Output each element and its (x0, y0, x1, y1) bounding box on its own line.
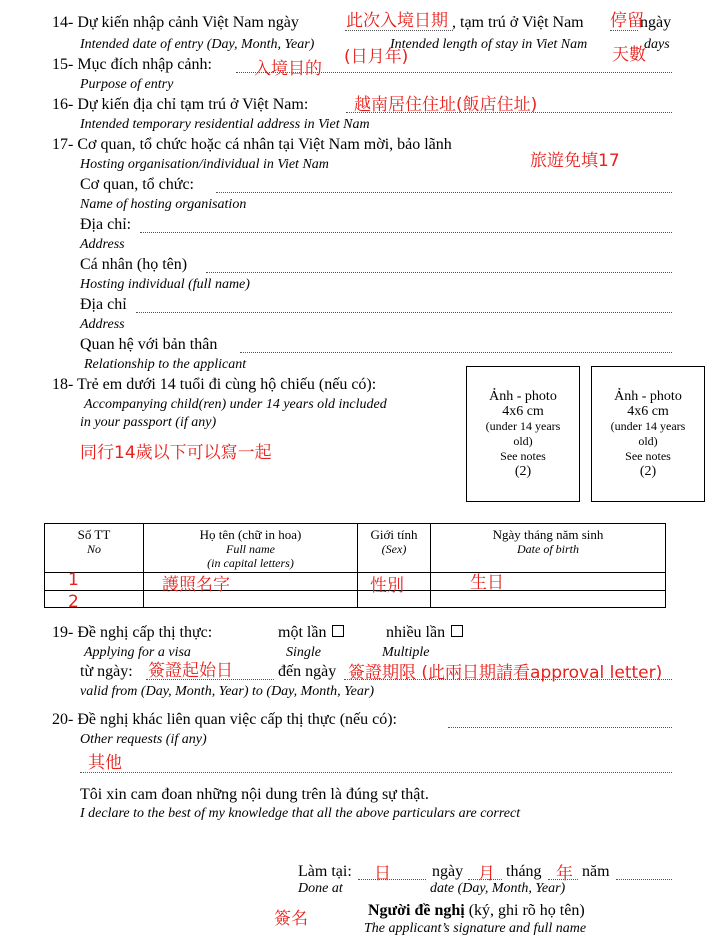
other-requests-field-2[interactable] (80, 772, 672, 773)
note-q18: 同行14歲以下可以寫一起 (80, 443, 272, 463)
note-name: 護照名字 (162, 575, 230, 595)
col-dob-vn: Ngày tháng năm sinh (492, 527, 604, 542)
row-dob-cell[interactable] (431, 591, 666, 608)
day-label: ngày (432, 863, 464, 880)
addr2-label: Địa chỉ (80, 296, 127, 313)
person-label: Cá nhân (họ tên) (80, 256, 188, 273)
q20-label-en: Other requests (if any) (80, 732, 207, 747)
col-dob-en: Date of birth (517, 542, 579, 556)
q18-label: 18- Trẻ em dưới 14 tuổi đi cùng hộ chiếu (nếu có): (52, 376, 377, 393)
addr2-field[interactable] (136, 312, 672, 313)
q16-label: 16- Dự kiến địa chỉ tạm trú ở Việt Nam: (52, 96, 309, 113)
note-entry-date: 此次入境日期 (346, 11, 448, 31)
col-no-en: No (86, 542, 101, 556)
done-at-label-en: Done at (298, 881, 343, 896)
note-from: 簽證起始日 (148, 661, 233, 681)
col-name-vn: Họ tên (chữ in hoa) (199, 527, 302, 542)
col-no-vn: Số TT (77, 527, 111, 542)
done-at-label: Làm tại: (298, 863, 352, 880)
photo-age: (under 14 years (610, 419, 686, 433)
col-sex-vn: Giới tính (370, 527, 418, 542)
note-stay: 停留 (610, 11, 644, 31)
q15-label: 15- Mục đích nhập cảnh: (52, 56, 212, 73)
q14-days-label: ngày (640, 14, 672, 31)
q17-label: 17- Cơ quan, tổ chức hoặc cá nhân tại Việt Nam mời, bảo lãnh (52, 136, 452, 153)
person-label-en: Hosting individual (full name) (80, 277, 250, 292)
addr2-label-en: Address (80, 317, 125, 332)
done-at-field[interactable] (358, 879, 426, 880)
note-days: 天數 (612, 45, 646, 65)
note-to: 簽證期限 (此兩日期請看approval letter) (348, 663, 663, 683)
row2-number: 2 (68, 592, 79, 612)
applicant-rest: (ký, ghi rõ họ tên) (464, 902, 585, 919)
single-label-en: Single (286, 645, 321, 660)
note-dob: 生日 (470, 573, 504, 593)
relationship-label-en: Relationship to the applicant (84, 357, 247, 372)
relationship-field[interactable] (240, 352, 672, 353)
q19-label: 19- Đề nghị cấp thị thực: (52, 624, 213, 641)
org-label-en: Name of hosting organisation (80, 197, 247, 212)
note-entry-format: (日月年) (344, 47, 409, 67)
q18-label-en-2: in your passport (if any) (80, 415, 217, 430)
photo-size: 4x6 cm (502, 404, 544, 419)
q19-label-en: Applying for a visa (84, 645, 191, 660)
applicant-bold: Người đề nghị (368, 902, 465, 919)
declaration-vn: Tôi xin cam đoan những nội dung trên là đúng sự thật. (80, 786, 429, 803)
single-option[interactable] (278, 624, 344, 642)
other-requests-field[interactable] (448, 727, 672, 728)
photo-note-num: (2) (514, 464, 532, 479)
row-dob-cell[interactable] (431, 573, 666, 591)
col-dob-header (431, 524, 666, 573)
valid-label-en: valid from (Day, Month, Year) to (Day, Month, Year) (80, 684, 374, 699)
from-label: từ ngày: (80, 663, 133, 680)
row1-number: 1 (68, 570, 79, 590)
single-checkbox[interactable] (332, 625, 344, 637)
col-no-header (45, 524, 144, 573)
note-q17: 旅遊免填17 (530, 151, 620, 171)
table-header-row (45, 524, 666, 573)
photo-box-1[interactable] (466, 366, 580, 502)
col-name-en-2: (in capital letters) (207, 556, 294, 570)
note-sex: 性別 (370, 576, 404, 596)
multiple-label: nhiều lần (386, 624, 446, 641)
note-day: 日 (374, 864, 391, 884)
q14-days-label-en: days (644, 37, 670, 52)
note-month: 月 (478, 864, 495, 884)
q14-entry-label-en: Intended date of entry (Day, Month, Year) (80, 37, 315, 52)
photo-label: Ảnh - photo (614, 389, 682, 404)
col-name-header (144, 524, 358, 573)
relationship-label: Quan hệ với bản thân (80, 336, 218, 353)
photo-notes: See notes (625, 449, 671, 463)
photo-label: Ảnh - photo (489, 389, 557, 404)
col-sex-header (358, 524, 431, 573)
year-field[interactable] (616, 879, 672, 880)
note-year: 年 (556, 864, 573, 884)
col-name-en: Full name (226, 542, 275, 556)
q14-entry-label: 14- Dự kiến nhập cảnh Việt Nam ngày (52, 14, 299, 31)
single-label: một lần (278, 624, 327, 641)
applicant-label (368, 902, 585, 920)
multiple-option[interactable] (386, 624, 463, 642)
photo-age-2: old) (513, 434, 533, 448)
note-other: 其他 (88, 753, 122, 773)
addr1-label: Địa chỉ: (80, 216, 132, 233)
q14-stay-label: , tạm trú ở Việt Nam (452, 14, 584, 31)
org-field[interactable] (216, 192, 672, 193)
person-field[interactable] (206, 272, 672, 273)
date-label-en: date (Day, Month, Year) (430, 881, 566, 896)
children-table (44, 523, 666, 608)
month-label: tháng (506, 863, 542, 880)
addr1-field[interactable] (140, 232, 672, 233)
table-row (45, 573, 666, 591)
photo-age: (under 14 years (485, 419, 561, 433)
q15-label-en: Purpose of entry (80, 77, 174, 92)
row-no-cell[interactable] (45, 591, 144, 608)
declaration-en: I declare to the best of my knowledge that all the above particulars are correct (80, 806, 521, 821)
photo-age-2: old) (638, 434, 658, 448)
multiple-checkbox[interactable] (451, 625, 463, 637)
photo-size: 4x6 cm (627, 404, 669, 419)
q17-label-en: Hosting organisation/individual in Viet Nam (80, 157, 329, 172)
year-label: năm (582, 863, 610, 880)
photo-notes: See notes (500, 449, 546, 463)
multiple-label-en: Multiple (382, 645, 430, 660)
note-address: 越南居住住址(飯店住址) (354, 95, 538, 115)
org-label: Cơ quan, tổ chức: (80, 176, 194, 193)
note-purpose: 入境目的 (254, 59, 322, 79)
addr1-label-en: Address (80, 237, 125, 252)
q20-label: 20- Đề nghị khác liên quan việc cấp thị thực (nếu có): (52, 711, 397, 728)
to-label: đến ngày (278, 663, 337, 680)
applicant-label-en: The applicant’s signature and full name (364, 921, 587, 936)
q14-stay-label-en: Intended length of stay in Viet Nam (390, 37, 588, 52)
q18-label-en-1: Accompanying child(ren) under 14 years old included (84, 397, 387, 412)
note-sign: 簽名 (274, 909, 308, 929)
table-row (45, 591, 666, 608)
col-sex-en: (Sex) (381, 542, 407, 556)
row-no-cell[interactable] (45, 573, 144, 591)
q16-label-en: Intended temporary residential address in Viet Nam (80, 117, 370, 132)
photo-box-2[interactable] (591, 366, 705, 502)
photo-note-num: (2) (639, 464, 657, 479)
